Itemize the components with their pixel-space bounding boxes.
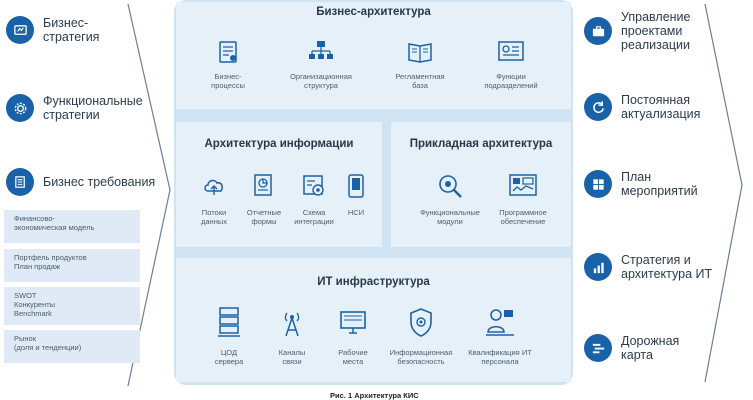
item-label: Организационная структура: [290, 72, 352, 90]
shield-icon: [408, 307, 434, 338]
item-label: Программное обеспечение: [499, 208, 547, 226]
server-icon: [216, 306, 242, 338]
left-item-label: Бизнес требования: [43, 175, 156, 189]
item-label: ЦОД сервера: [214, 348, 244, 366]
item-label: Бизнес- процессы: [211, 72, 245, 90]
item-label: Информационная безопасность: [389, 348, 453, 366]
item-label: Рабочие места: [338, 348, 368, 366]
left-item-business-strategy: [6, 16, 99, 44]
grid-icon: [584, 170, 612, 198]
strategy-icon: [6, 16, 34, 44]
requirement-swot: SWOT Конкуренты Benchmark: [4, 287, 140, 325]
item-label: Схема интеграции: [294, 208, 334, 226]
item-label: НСИ: [347, 208, 365, 217]
cloud-upload-icon: [201, 173, 227, 199]
right-bracket: [700, 0, 750, 390]
right-item-label: Дорожная карта: [621, 334, 680, 362]
right-item-action-plan: [584, 170, 698, 198]
information-architecture-title: Архитектура информации: [204, 138, 354, 150]
item-label: Функциональные модули: [420, 208, 480, 226]
gear-icon: [6, 94, 34, 122]
antenna-icon: [279, 308, 305, 338]
requirement-market: Рынок (доля и тенденции): [4, 330, 140, 363]
left-item-business-requirements: [6, 168, 155, 196]
person-desk-icon: [484, 306, 516, 338]
document-stack-icon: [6, 168, 34, 196]
process-icon: [215, 39, 241, 65]
item-label: Отчетные формы: [246, 208, 282, 226]
right-item-continuous-update: [584, 93, 700, 121]
bar-chart-icon: [584, 253, 612, 281]
it-infrastructure-title: ИТ инфраструктура: [317, 276, 430, 288]
right-item-label: План мероприятий: [621, 170, 698, 198]
left-item-label: Бизнес- стратегия: [43, 16, 100, 44]
report-icon: [251, 173, 277, 199]
right-item-project-management: [584, 10, 691, 52]
right-item-label: Постоянная актуализация: [621, 93, 701, 121]
computer-icon: [338, 308, 368, 338]
item-label: Функции подразделений: [484, 72, 538, 90]
dashboard-icon: [508, 172, 538, 200]
applied-architecture-title: Прикладная архитектура: [409, 138, 553, 150]
item-label: Регламентная база: [395, 72, 445, 90]
book-icon: [406, 39, 434, 65]
figure-caption: Рис. 1 Архитектура КИС: [330, 391, 419, 400]
requirement-product-portfolio: Портфель продуктов План продаж: [4, 249, 140, 282]
refresh-icon: [584, 93, 612, 121]
right-item-it-strategy: [584, 253, 712, 281]
right-item-roadmap: [584, 334, 679, 362]
right-item-label: Стратегия и архитектура ИТ: [621, 253, 713, 281]
functions-board-icon: [497, 39, 525, 65]
requirement-financial-model: Финансово- экономическая модель: [4, 210, 140, 243]
briefcase-icon: [584, 17, 612, 45]
roadmap-icon: [584, 334, 612, 362]
right-item-label: Управление проектами реализации: [621, 10, 691, 52]
left-item-functional-strategies: [6, 94, 143, 122]
item-label: Квалификация ИТ персонала: [468, 348, 532, 366]
phone-icon: [345, 173, 367, 199]
integration-icon: [301, 173, 327, 199]
item-label: Потоки данных: [201, 208, 227, 226]
item-label: Каналы связи: [278, 348, 306, 366]
business-architecture-title: Бизнес-архитектура: [316, 6, 431, 18]
search-gear-icon: [436, 172, 464, 200]
org-structure-icon: [307, 39, 335, 65]
left-item-label: Функциональные стратегии: [43, 94, 143, 122]
